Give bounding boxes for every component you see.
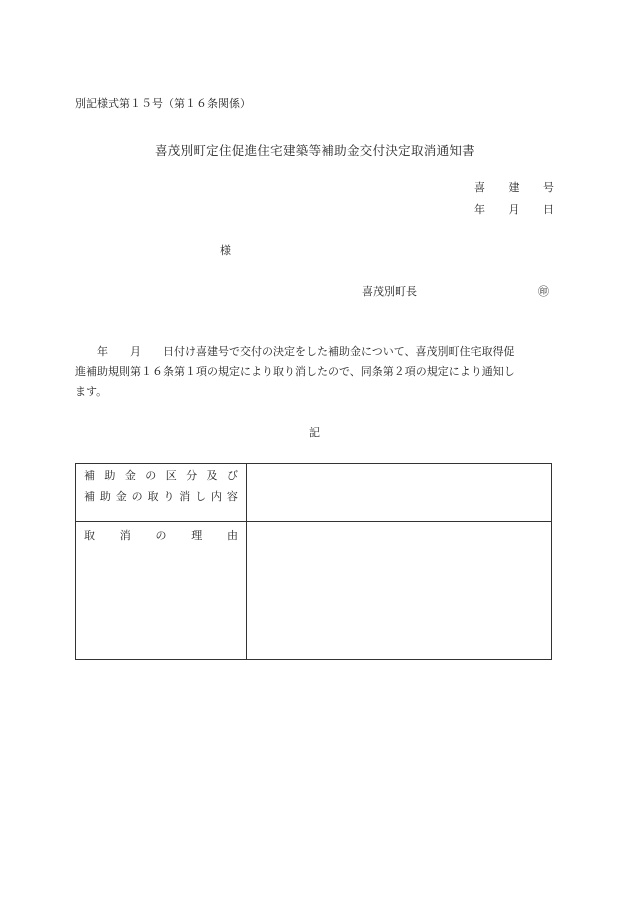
label-char: 助 <box>104 469 116 482</box>
label-char: の <box>145 469 157 482</box>
reference-char: 喜 <box>474 181 485 194</box>
label-char: 金 <box>115 490 127 503</box>
label-char: 補 <box>84 490 95 503</box>
cancellation-reason-label <box>76 522 247 660</box>
label-char: 由 <box>227 529 238 542</box>
reference-char: 号 <box>543 181 554 194</box>
table-row <box>76 464 552 522</box>
subsidy-category-label <box>76 464 247 522</box>
label-char: 助 <box>99 490 111 503</box>
label-char: 金 <box>124 469 136 482</box>
table-row <box>76 522 552 660</box>
label-char: 内 <box>211 490 222 503</box>
cancellation-reason-value[interactable] <box>247 522 552 660</box>
label-char: 消 <box>119 529 131 542</box>
label-char: 及 <box>206 469 218 482</box>
label-char: 分 <box>186 469 198 482</box>
label-line <box>84 530 238 541</box>
label-line <box>84 491 238 502</box>
addressee-suffix: 様 <box>220 244 231 257</box>
reference-date-line <box>474 204 554 215</box>
body-line: 年 月 日付け喜建号で交付の決定をした補助金について、喜茂別町住宅取得促 <box>75 345 515 358</box>
label-char: 理 <box>191 529 203 542</box>
label-char: し <box>195 490 207 503</box>
date-char: 日 <box>543 203 554 216</box>
form-number: 別記様式第１５号（第１６条関係） <box>75 97 251 110</box>
subsidy-category-value[interactable] <box>247 464 552 522</box>
reference-char: 建 <box>508 181 520 194</box>
seal-mark: ㊞ <box>538 285 549 298</box>
label-char: 取 <box>147 490 159 503</box>
label-char: び <box>226 469 238 482</box>
date-char: 月 <box>508 203 520 216</box>
label-char: 補 <box>84 469 95 482</box>
label-char: の <box>131 490 143 503</box>
label-char: 取 <box>84 529 95 542</box>
details-table <box>75 463 552 660</box>
sender-name: 喜茂別町長 <box>362 285 417 298</box>
reference-number-line <box>474 182 554 193</box>
label-char: り <box>163 490 175 503</box>
body-line: ます。 <box>75 385 108 398</box>
ki-heading: 記 <box>309 426 320 439</box>
label-char: 消 <box>179 490 191 503</box>
label-char: 区 <box>165 469 177 482</box>
body-line: 進補助規則第１６条第１項の規定により取り消したので、同条第２項の規定により通知し <box>75 365 515 378</box>
label-char: 容 <box>226 490 238 503</box>
notice-body <box>75 342 555 402</box>
label-line <box>84 470 238 481</box>
document-title: 喜茂別町定住促進住宅建築等補助金交付決定取消通知書 <box>154 143 475 158</box>
date-char: 年 <box>474 203 485 216</box>
label-char: の <box>155 529 167 542</box>
